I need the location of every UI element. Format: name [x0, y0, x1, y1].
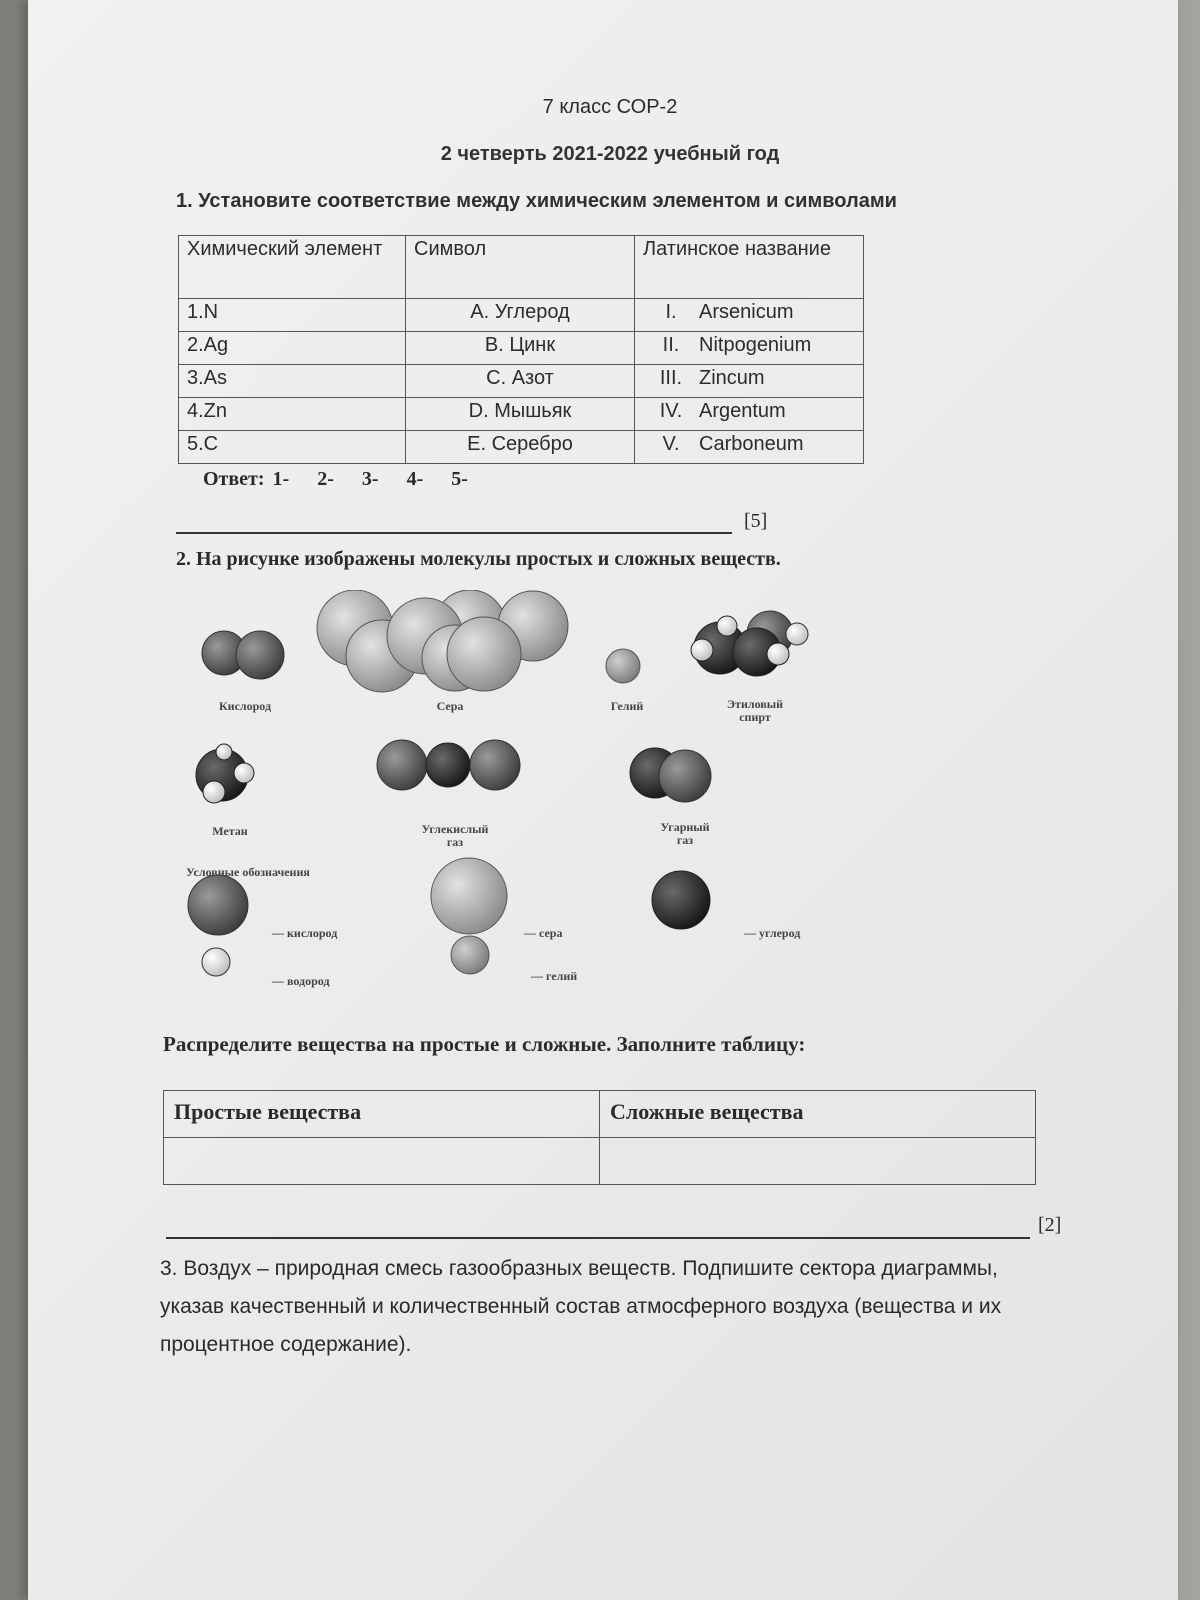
q2-score: [2]	[1038, 1214, 1062, 1236]
roman-numeral: II.	[662, 334, 680, 356]
legend-oxygen: — кислород	[272, 926, 338, 940]
worksheet-title: 7 класс СОР-2	[542, 96, 678, 118]
answer-slot[interactable]: 2-	[317, 468, 334, 490]
latin-name: Carboneum	[699, 433, 804, 455]
worksheet-subtitle: 2 четверть 2021-2022 учебный год	[440, 143, 780, 165]
simple-answer-cell[interactable]	[164, 1138, 600, 1185]
element-cell: 5.C	[179, 431, 406, 464]
legend-title: Условные обозначения	[186, 865, 310, 879]
symbol-cell: C. Азот	[406, 365, 635, 398]
classification-table	[163, 1090, 1036, 1185]
answer-slot[interactable]: 4-	[406, 468, 424, 490]
label-co	[630, 821, 740, 847]
matching-table-header	[179, 236, 864, 299]
roman-numeral: IV.	[659, 400, 683, 422]
element-cell: 2.Ag	[179, 332, 406, 365]
answer-slot[interactable]: 5-	[451, 468, 468, 490]
label-ethanol-line-1: Этиловый	[726, 697, 784, 711]
table-row	[179, 299, 864, 332]
legend-helium-swatch	[451, 936, 489, 974]
complex-answer-cell[interactable]	[600, 1138, 1036, 1185]
co2-molecule	[377, 740, 520, 790]
element-cell: 1.N	[179, 299, 406, 332]
latin-cell	[635, 398, 864, 431]
ethanol-molecule	[691, 611, 808, 676]
roman-numeral: V.	[662, 433, 680, 455]
matching-table	[178, 235, 864, 464]
symbol-cell: A. Углерод	[406, 299, 635, 332]
roman-numeral: III.	[659, 367, 683, 389]
roman-numeral: I.	[665, 301, 677, 323]
legend-carbon: — углерод	[744, 926, 801, 940]
sulfur-molecule	[317, 590, 568, 692]
label-co2-line-2: газ	[446, 835, 464, 849]
methane-molecule	[196, 744, 254, 803]
table-row	[179, 398, 864, 431]
label-co-line-1: Угарный	[660, 820, 710, 834]
label-ethanol-line-2: спирт	[739, 710, 771, 724]
element-cell: 3.As	[179, 365, 406, 398]
legend-hydrogen: — водород	[272, 974, 330, 988]
answer-slot[interactable]: 3-	[361, 468, 379, 490]
latin-name: Arsenicum	[699, 301, 794, 323]
legend-oxygen-swatch	[188, 875, 248, 935]
q1-score: [5]	[744, 510, 768, 532]
question-3-prompt: 3. Воздух – природная смесь газообразных веществ. Подпишите сектора диаграммы, указав качественный и количественный состав атмосферного воздуха (вещества и их процентное содержание).	[160, 1257, 1002, 1356]
question-2-prompt: 2. На рисунке изображены молекулы простых и сложных веществ.	[176, 548, 781, 570]
q2-underline	[166, 1237, 1030, 1239]
question-1-prompt: 1. Установите соответствие между химическим элементом и символами	[176, 190, 897, 212]
element-cell: 4.Zn	[179, 398, 406, 431]
label-ethanol	[700, 698, 810, 724]
label-sulfur: Сера	[436, 699, 464, 713]
latin-cell	[635, 299, 864, 332]
header-simple: Простые вещества	[164, 1091, 600, 1138]
legend-hydrogen-swatch	[202, 948, 230, 976]
latin-cell	[635, 332, 864, 365]
legend-helium: — гелий	[531, 969, 578, 983]
header-latin: Латинское название	[635, 236, 864, 299]
answer-slot[interactable]: 1-	[272, 468, 290, 490]
classification-answer-row	[164, 1138, 1036, 1185]
legend-carbon-swatch	[652, 871, 710, 929]
latin-name: Argentum	[699, 400, 786, 422]
symbol-cell: E. Серебро	[406, 431, 635, 464]
table-row	[179, 431, 864, 464]
latin-cell	[635, 365, 864, 398]
header-complex: Сложные вещества	[600, 1091, 1036, 1138]
co-molecule	[630, 748, 711, 802]
oxygen-molecule	[202, 631, 284, 679]
legend-sulfur-swatch	[431, 858, 507, 934]
symbol-cell: B. Цинк	[406, 332, 635, 365]
label-oxygen: Кислород	[218, 699, 272, 713]
label-co2	[390, 823, 520, 849]
distribute-prompt: Распределите вещества на простые и сложные. Заполните таблицу:	[163, 1032, 806, 1056]
table-row	[179, 365, 864, 398]
latin-name: Zincum	[699, 367, 765, 389]
answer-label: Ответ:	[203, 468, 265, 490]
helium-atom	[606, 649, 640, 683]
header-symbol: Символ	[406, 236, 635, 299]
latin-cell	[635, 431, 864, 464]
latin-name: Nitpogenium	[699, 334, 812, 356]
header-element: Химический элемент	[179, 236, 406, 299]
symbol-cell: D. Мышьяк	[406, 398, 635, 431]
table-row	[179, 332, 864, 365]
label-co2-line-1: Углекислый	[421, 822, 489, 836]
answer-underline	[176, 532, 732, 534]
classification-header	[164, 1091, 1036, 1138]
label-co-line-2: газ	[676, 833, 694, 847]
answer-line	[203, 468, 496, 491]
label-helium: Гелий	[610, 699, 644, 713]
label-methane: Метан	[212, 824, 248, 838]
legend-sulfur: — сера	[524, 926, 563, 940]
